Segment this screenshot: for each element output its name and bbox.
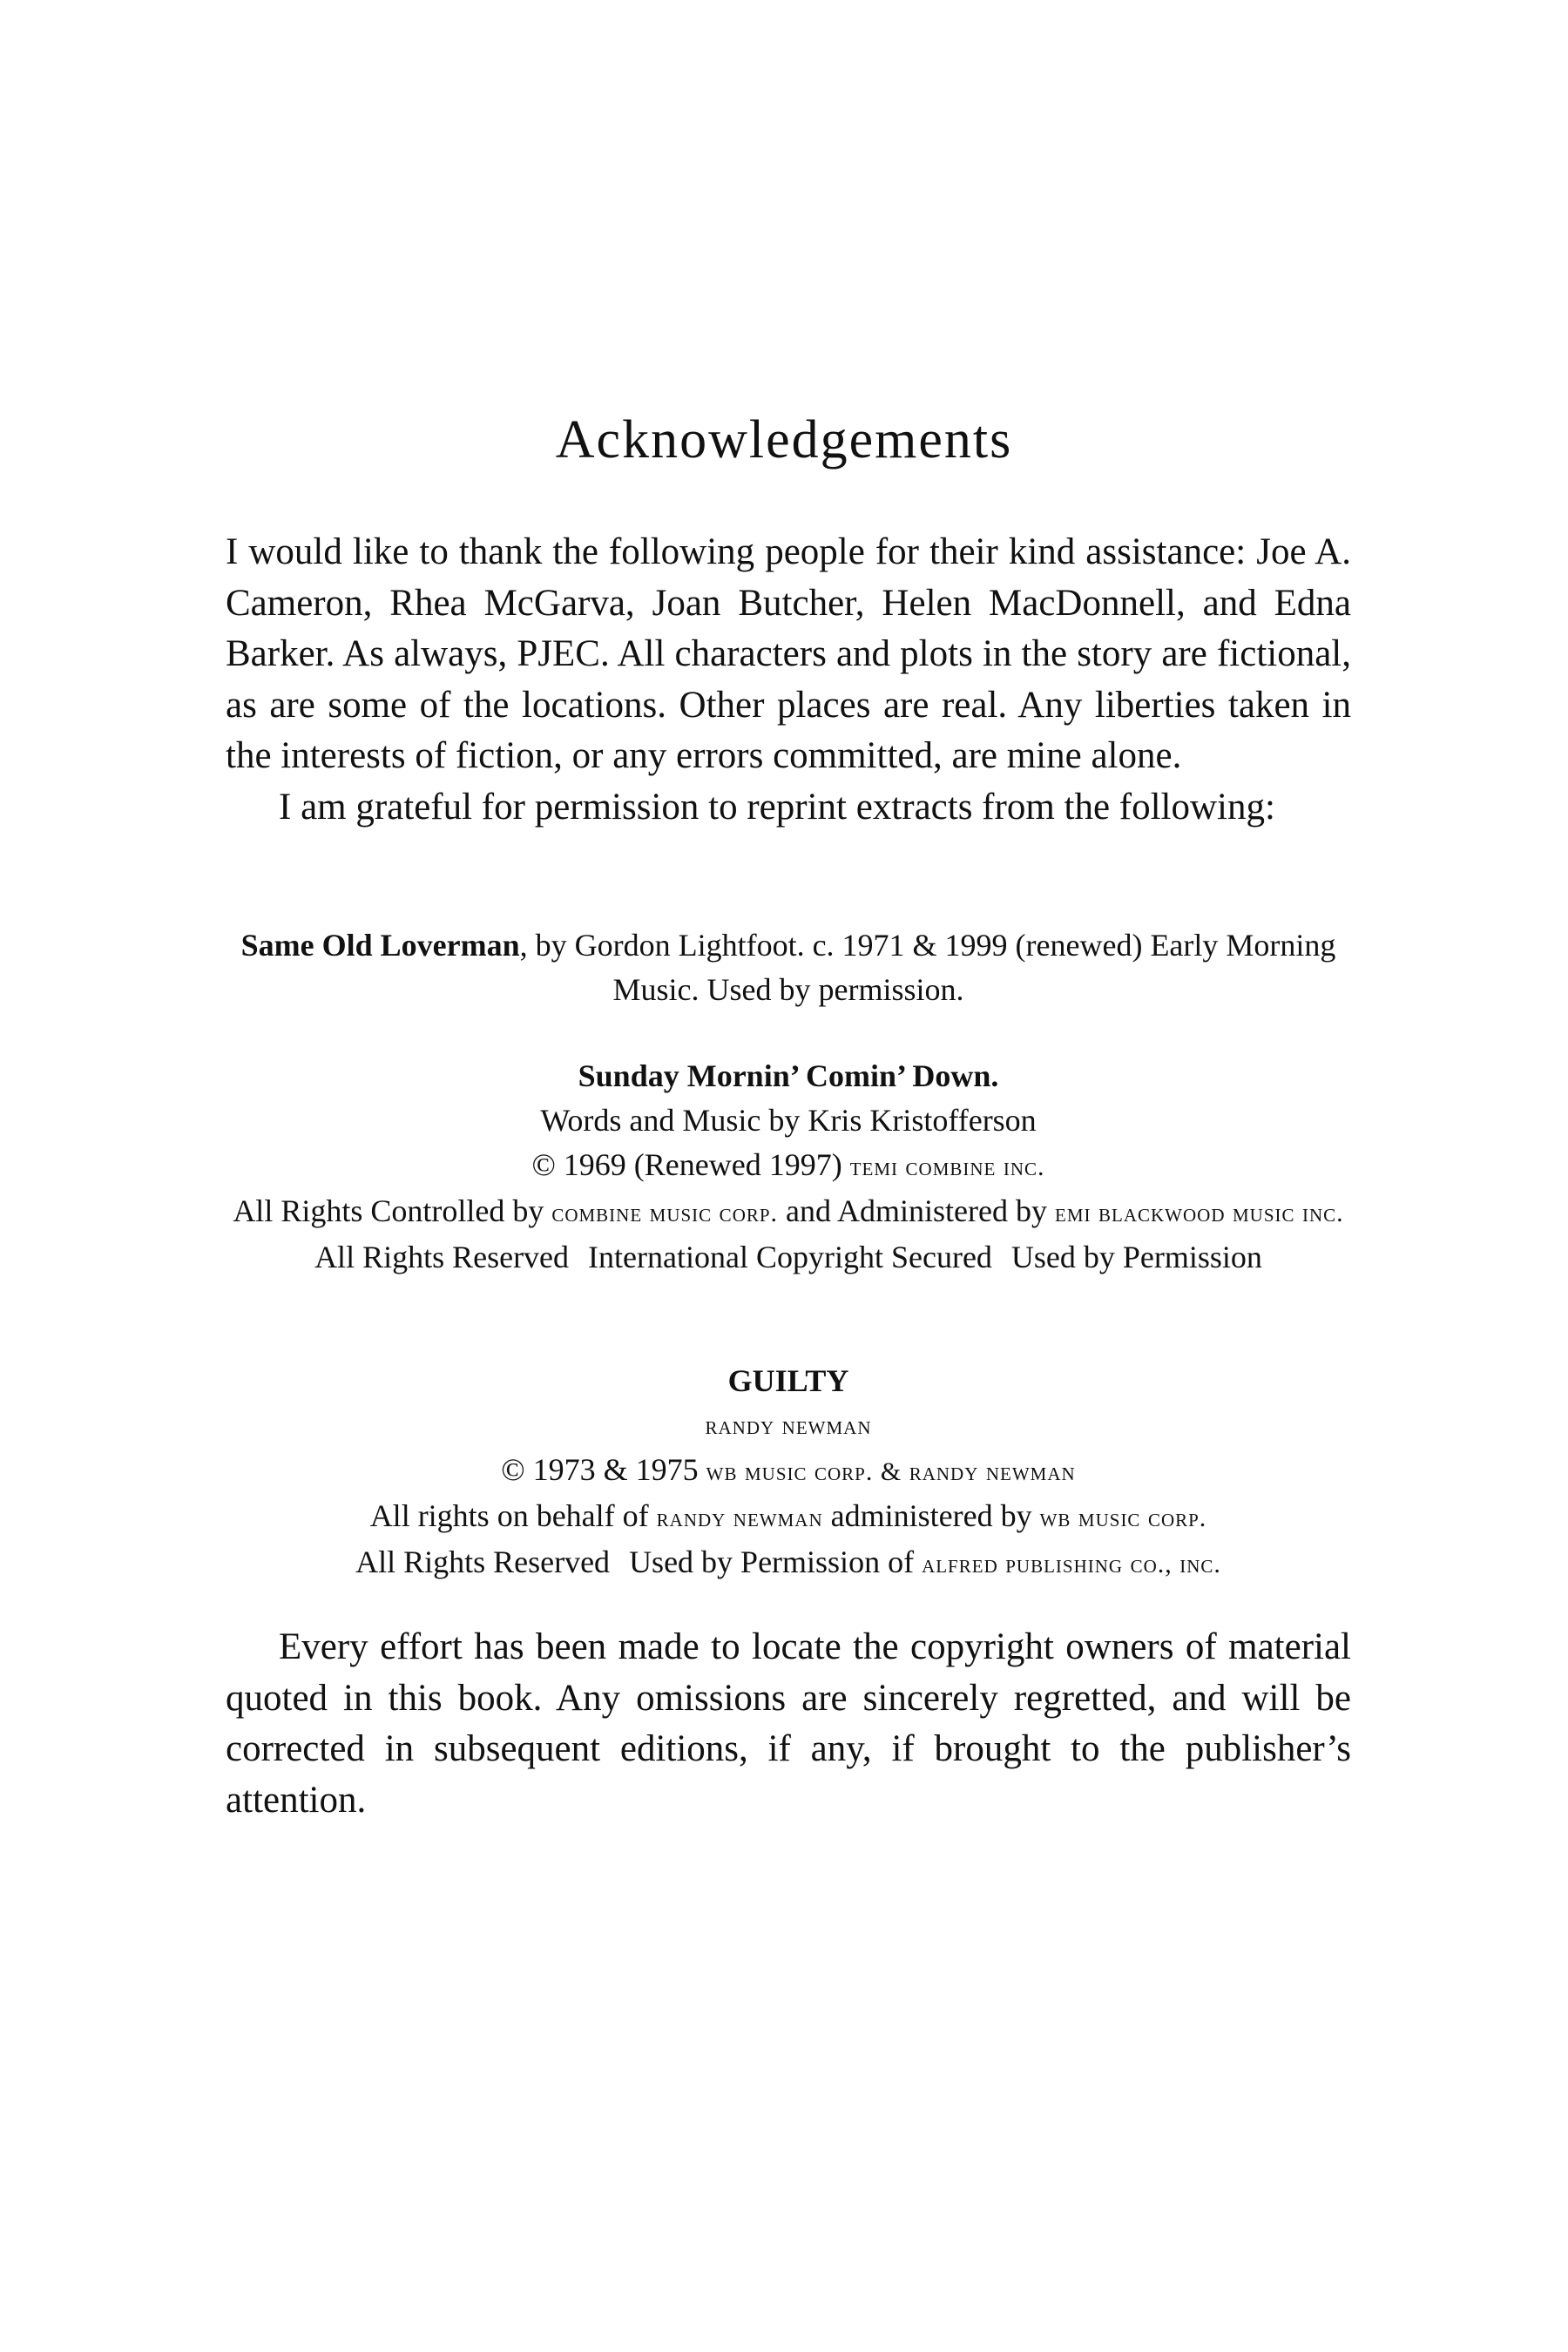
credit-title: GUILTY — [727, 1363, 849, 1398]
credit-company: temi combine inc. — [849, 1152, 1045, 1181]
credit-company: emi blackwood music inc. — [1055, 1199, 1344, 1227]
credit-company: randy newman — [656, 1504, 823, 1532]
credit-text: All rights on behalf of — [369, 1498, 657, 1533]
credit-text: Used by Permission of — [629, 1544, 923, 1579]
credit-text: and Administered by — [778, 1193, 1055, 1228]
credit-company: combine music corp. — [551, 1199, 779, 1227]
credit-line — [226, 1494, 1351, 1540]
credit-author: randy newman — [705, 1411, 872, 1440]
credit-company: wb music corp. & randy newman — [706, 1457, 1076, 1486]
credit-text: Used by Permission — [1010, 1240, 1262, 1274]
credit-line — [226, 1143, 1351, 1189]
credit-sunday-mornin — [226, 1054, 1351, 1280]
credit-text: All Rights Reserved — [355, 1544, 611, 1579]
credit-line — [226, 1235, 1351, 1280]
credit-text: , by Gordon Lightfoot. c. 1971 & 1999 (renewed) Early Morning Music. Used by permission. — [519, 928, 1336, 1007]
credit-line — [226, 1189, 1351, 1235]
credit-company: wb music corp. — [1039, 1504, 1207, 1532]
intro-paragraph: I would like to thank the following people for their kind assistance: Joe A. Cameron, Rhea McGarva, Joan Butcher, Helen MacDonnell, and Edna Barker. As always, PJEC. All characters and plots in the story are fictional, as are some of the locations. Other places are real. Any liberties taken in the interests of fiction, or any errors committed, are mine alone. — [226, 531, 1351, 776]
credit-line: Words and Music by Kris Kristofferson — [540, 1103, 1037, 1138]
credit-text: administered by — [822, 1498, 1040, 1533]
credit-title: Sunday Mornin’ Comin’ Down. — [578, 1058, 999, 1093]
credit-text: All Rights Reserved — [314, 1240, 570, 1274]
credit-line — [226, 1540, 1351, 1586]
credit-same-old-loverman — [226, 923, 1351, 1012]
credit-text: © 1969 (Renewed 1997) — [531, 1147, 850, 1182]
credit-guilty — [226, 1359, 1351, 1586]
closing-paragraph: Every effort has been made to locate the copyright owners of material quoted in this book. Any omissions are sincerely regretted, and will be corrected in subsequent editions, if any, if brought to the publisher’s attention. — [226, 1626, 1351, 1821]
credit-text: International Copyright Secured — [588, 1240, 992, 1274]
permission-line: I am grateful for permission to reprint extracts from the following: — [279, 786, 1275, 828]
credit-text: All Rights Controlled by — [233, 1193, 552, 1228]
acknowledgements-intro — [226, 527, 1351, 833]
credit-line — [226, 1448, 1351, 1494]
credit-title: Same Old Loverman — [240, 928, 520, 963]
credit-text: © 1973 & 1975 — [501, 1452, 706, 1487]
credit-company: alfred publishing co., inc. — [922, 1550, 1221, 1578]
page-title: Acknowledgements — [555, 410, 1013, 470]
